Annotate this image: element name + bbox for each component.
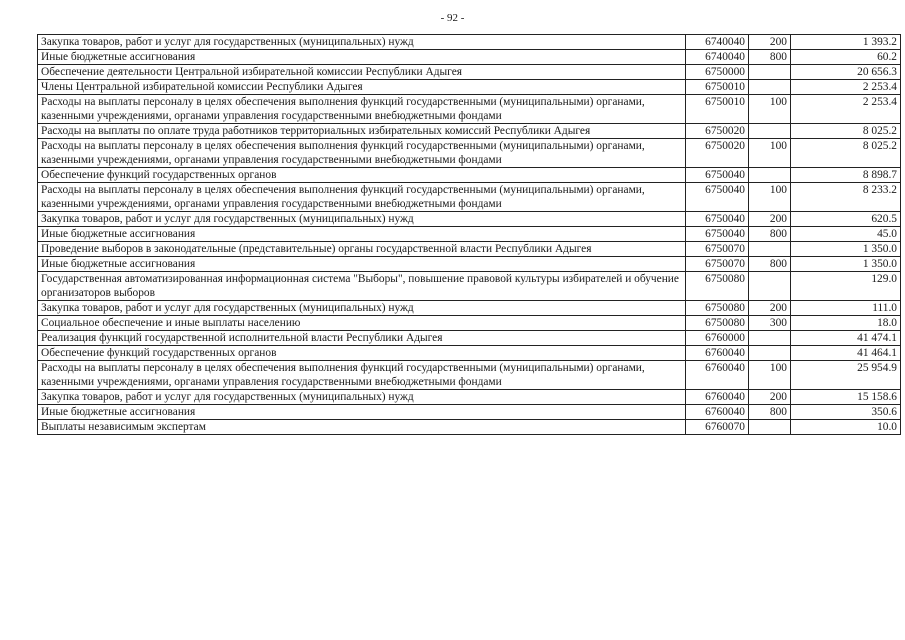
row-name-cell: Закупка товаров, работ и услуг для государственных (муниципальных) нужд: [38, 212, 686, 227]
row-expense-type-cell: 300: [749, 316, 791, 331]
table-row: [38, 242, 901, 257]
row-code-cell: 6750080: [686, 301, 749, 316]
row-amount-cell: 1 393.2: [791, 35, 901, 50]
row-expense-type-cell: 100: [749, 361, 791, 390]
row-name-cell: Закупка товаров, работ и услуг для государственных (муниципальных) нужд: [38, 390, 686, 405]
row-code-cell: 6760070: [686, 420, 749, 435]
row-amount-cell: 15 158.6: [791, 390, 901, 405]
row-amount-cell: 41 474.1: [791, 331, 901, 346]
row-amount-cell: 20 656.3: [791, 65, 901, 80]
table-row: [38, 420, 901, 435]
row-code-cell: 6760040: [686, 361, 749, 390]
row-name-cell: Государственная автоматизированная информационная система "Выборы", повышение правовой культуры избирателей и обучение организаторов выборов: [38, 272, 686, 301]
row-expense-type-cell: 100: [749, 139, 791, 168]
row-amount-cell: 8 025.2: [791, 124, 901, 139]
row-expense-type-cell: [749, 420, 791, 435]
row-code-cell: 6750080: [686, 316, 749, 331]
row-amount-cell: 1 350.0: [791, 257, 901, 272]
row-name-cell: Закупка товаров, работ и услуг для государственных (муниципальных) нужд: [38, 301, 686, 316]
row-code-cell: 6750040: [686, 183, 749, 212]
row-expense-type-cell: 100: [749, 95, 791, 124]
row-code-cell: 6750020: [686, 139, 749, 168]
row-amount-cell: 60.2: [791, 50, 901, 65]
row-amount-cell: 8 898.7: [791, 168, 901, 183]
row-expense-type-cell: 200: [749, 301, 791, 316]
table-row: [38, 124, 901, 139]
page-number: - 92 -: [440, 12, 465, 24]
row-code-cell: 6760040: [686, 390, 749, 405]
row-name-cell: Расходы на выплаты персоналу в целях обеспечения выполнения функций государственными (муниципальными) органами, казенными учреждениями, органами управления государственными внебюджетными фондами: [38, 183, 686, 212]
table-row: [38, 35, 901, 50]
row-name-cell: Расходы на выплаты персоналу в целях обеспечения выполнения функций государственными (муниципальными) органами, казенными учреждениями, органами управления государственными внебюджетными фондами: [38, 139, 686, 168]
row-amount-cell: 8 233.2: [791, 183, 901, 212]
table-row: [38, 50, 901, 65]
table-row: [38, 331, 901, 346]
row-name-cell: Обеспечение функций государственных органов: [38, 168, 686, 183]
row-name-cell: Обеспечение функций государственных органов: [38, 346, 686, 361]
table-row: [38, 405, 901, 420]
table-row: [38, 80, 901, 95]
row-name-cell: Расходы на выплаты по оплате труда работников территориальных избирательных комиссий Республики Адыгея: [38, 124, 686, 139]
row-name-cell: Члены Центральной избирательной комиссии Республики Адыгея: [38, 80, 686, 95]
row-amount-cell: 2 253.4: [791, 80, 901, 95]
table-row: [38, 227, 901, 242]
table-row: [38, 183, 901, 212]
row-expense-type-cell: 800: [749, 257, 791, 272]
row-code-cell: 6740040: [686, 35, 749, 50]
row-expense-type-cell: 200: [749, 35, 791, 50]
table-row: [38, 212, 901, 227]
table-row: [38, 390, 901, 405]
row-code-cell: 6760000: [686, 331, 749, 346]
row-name-cell: Иные бюджетные ассигнования: [38, 50, 686, 65]
row-amount-cell: 129.0: [791, 272, 901, 301]
row-code-cell: 6750010: [686, 80, 749, 95]
row-name-cell: Выплаты независимым экспертам: [38, 420, 686, 435]
row-name-cell: Иные бюджетные ассигнования: [38, 257, 686, 272]
row-code-cell: 6740040: [686, 50, 749, 65]
row-amount-cell: 8 025.2: [791, 139, 901, 168]
table-row: [38, 139, 901, 168]
row-expense-type-cell: [749, 272, 791, 301]
table-row: [38, 301, 901, 316]
row-amount-cell: 350.6: [791, 405, 901, 420]
row-expense-type-cell: 100: [749, 183, 791, 212]
table-row: [38, 95, 901, 124]
row-expense-type-cell: [749, 168, 791, 183]
table-row: [38, 361, 901, 390]
row-code-cell: 6750010: [686, 95, 749, 124]
budget-table-body: [38, 35, 901, 435]
row-code-cell: 6750040: [686, 168, 749, 183]
row-amount-cell: 620.5: [791, 212, 901, 227]
row-code-cell: 6750080: [686, 272, 749, 301]
row-amount-cell: 1 350.0: [791, 242, 901, 257]
table-row: [38, 272, 901, 301]
row-code-cell: 6760040: [686, 405, 749, 420]
table-row: [38, 65, 901, 80]
row-code-cell: 6750070: [686, 257, 749, 272]
row-expense-type-cell: [749, 124, 791, 139]
row-expense-type-cell: [749, 346, 791, 361]
row-expense-type-cell: 800: [749, 50, 791, 65]
row-amount-cell: 2 253.4: [791, 95, 901, 124]
row-name-cell: Социальное обеспечение и иные выплаты населению: [38, 316, 686, 331]
row-expense-type-cell: [749, 331, 791, 346]
row-name-cell: Обеспечение деятельности Центральной избирательной комиссии Республики Адыгея: [38, 65, 686, 80]
row-code-cell: 6760040: [686, 346, 749, 361]
table-row: [38, 168, 901, 183]
row-amount-cell: 10.0: [791, 420, 901, 435]
row-code-cell: 6750020: [686, 124, 749, 139]
row-name-cell: Реализация функций государственной исполнительной власти Республики Адыгея: [38, 331, 686, 346]
row-name-cell: Расходы на выплаты персоналу в целях обеспечения выполнения функций государственными (муниципальными) органами, казенными учреждениями, органами управления государственными внебюджетными фондами: [38, 95, 686, 124]
row-name-cell: Проведение выборов в законодательные (представительные) органы государственной власти Республики Адыгея: [38, 242, 686, 257]
row-code-cell: 6750040: [686, 212, 749, 227]
row-amount-cell: 41 464.1: [791, 346, 901, 361]
row-amount-cell: 25 954.9: [791, 361, 901, 390]
table-row: [38, 316, 901, 331]
table-row: [38, 346, 901, 361]
row-expense-type-cell: 200: [749, 212, 791, 227]
row-name-cell: Иные бюджетные ассигнования: [38, 405, 686, 420]
row-amount-cell: 18.0: [791, 316, 901, 331]
row-expense-type-cell: [749, 80, 791, 95]
table-row: [38, 257, 901, 272]
row-code-cell: 6750070: [686, 242, 749, 257]
row-expense-type-cell: [749, 242, 791, 257]
row-name-cell: Иные бюджетные ассигнования: [38, 227, 686, 242]
row-expense-type-cell: [749, 65, 791, 80]
row-name-cell: Закупка товаров, работ и услуг для государственных (муниципальных) нужд: [38, 35, 686, 50]
row-amount-cell: 111.0: [791, 301, 901, 316]
row-expense-type-cell: 800: [749, 227, 791, 242]
budget-table: [37, 34, 901, 435]
row-code-cell: 6750000: [686, 65, 749, 80]
row-code-cell: 6750040: [686, 227, 749, 242]
row-expense-type-cell: 200: [749, 390, 791, 405]
row-amount-cell: 45.0: [791, 227, 901, 242]
row-name-cell: Расходы на выплаты персоналу в целях обеспечения выполнения функций государственными (муниципальными) органами, казенными учреждениями, органами управления государственными внебюджетными фондами: [38, 361, 686, 390]
row-expense-type-cell: 800: [749, 405, 791, 420]
